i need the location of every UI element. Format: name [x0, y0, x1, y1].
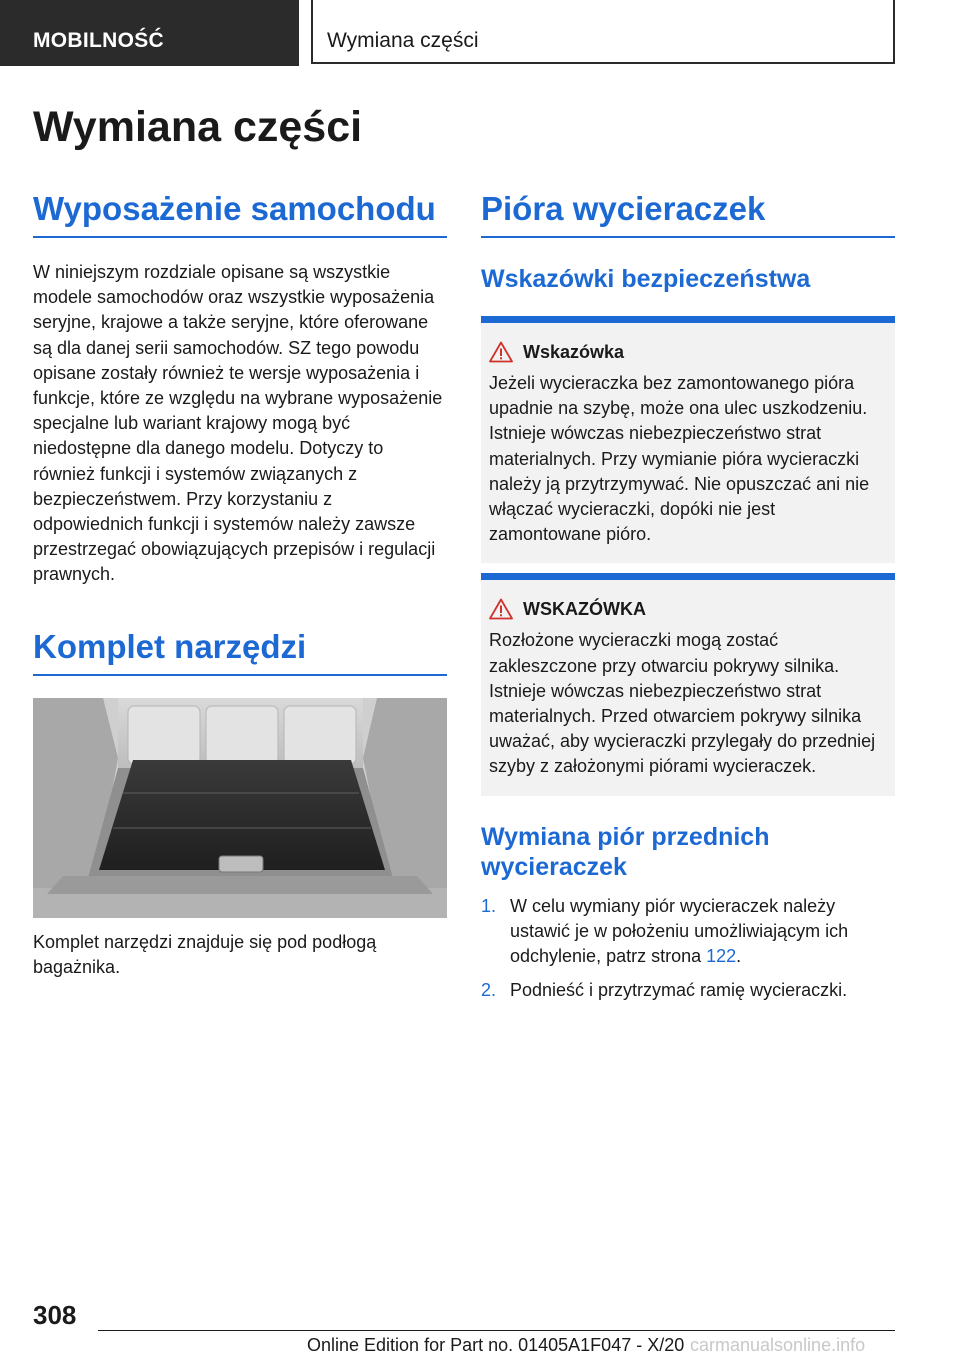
- notice-box: [481, 573, 895, 795]
- notice-text: Rozłożone wycieraczki mogą zostać zakleszczone przy otwarciu pokrywy silnika. Istnieje wówczas niebezpieczeństwo strat materialnych. Przed otwarciem pokrywy silnika uważać, aby wycieraczki przylegały do przedniej szyby z założonymi piórami wycieraczek.: [489, 630, 876, 777]
- front-wipers-heading: Wymiana piór przednich wycieraczek: [481, 822, 770, 881]
- section-tab: MOBILNOŚĆ: [0, 0, 299, 66]
- trunk-photo: [33, 698, 447, 918]
- wipers-heading: Pióra wycieraczek: [481, 190, 895, 238]
- edition-text: Online Edition for Part no. 01405A1F047 - X/20: [307, 1335, 685, 1355]
- right-column: [481, 190, 895, 1012]
- equipment-text: W niniejszym rozdziale opisane są wszystkie modele samochodów oraz wszystkie wyposażenia seryjne, krajowe a także seryjne, które oferowane są dla danej serii samochodów. SZ tego powodu opisane zostały również te wersje wyposażenia i funkcje, które ze względu na wybrane wyposażenie specjalne lub wariant krajowy mogą być niedostępne dla danego modelu. Dotyczy to również funkcji i systemów związanych z bezpieczeństwem. Przy korzystaniu z odpowiednich funkcji i systemów należy zawsze przestrzegać obowiązujących przepisów i regulacji prawnych.: [33, 262, 443, 585]
- page-header: [0, 0, 960, 66]
- steps-list: [481, 894, 895, 1004]
- page-number: 308: [33, 1300, 77, 1330]
- safety-heading: Wskazówki bezpieczeństwa: [481, 265, 811, 293]
- watermark: carmanualsonline.info: [690, 1335, 866, 1355]
- footer-divider: [98, 1330, 895, 1331]
- step-text: Podnieść i przytrzymać ramię wycieraczki.: [510, 980, 848, 1001]
- page-link[interactable]: 122: [706, 946, 737, 967]
- left-column: [33, 190, 447, 980]
- warning-triangle-icon: [489, 341, 513, 363]
- warning-text: Jeżeli wycieraczka bez zamontowanego pióra upadnie na szybę, może ona ulec uszkodzeniu. Istnieje wówczas niebezpieczeństwo strat materialnych. Przy wymianie pióra wycieraczki należy ją przytrzymywać. Nie opuszczać ani nie włączać wycieraczki, dopóki nie jest zamontowane pióro.: [489, 373, 870, 545]
- list-item: [481, 978, 895, 1003]
- warning-triangle-icon: [489, 598, 513, 620]
- step-number: 2.: [481, 980, 497, 1001]
- trunk-floor-illustration: [33, 698, 447, 918]
- step-text: W celu wymiany piór wycieraczek należy ustawić je w położeniu umożliwiającym ich odchylenie, patrz strona 122.: [510, 895, 849, 967]
- warning-title: Wskazówka: [523, 341, 625, 362]
- notice-title: WSKAZÓWKA: [523, 598, 646, 619]
- notice-header: [489, 598, 887, 620]
- warning-box: [481, 316, 895, 563]
- list-item: [481, 894, 895, 970]
- step-number: 1.: [481, 895, 497, 916]
- toolkit-caption: Komplet narzędzi znajduje się pod podłogą bagażnika.: [33, 931, 377, 977]
- chapter-tab: Wymiana części: [311, 0, 895, 64]
- page-title: Wymiana części: [33, 103, 363, 151]
- toolkit-heading: Komplet narzędzi: [33, 628, 447, 676]
- equipment-heading: Wyposażenie samochodu: [33, 190, 447, 238]
- warning-header: [489, 341, 887, 363]
